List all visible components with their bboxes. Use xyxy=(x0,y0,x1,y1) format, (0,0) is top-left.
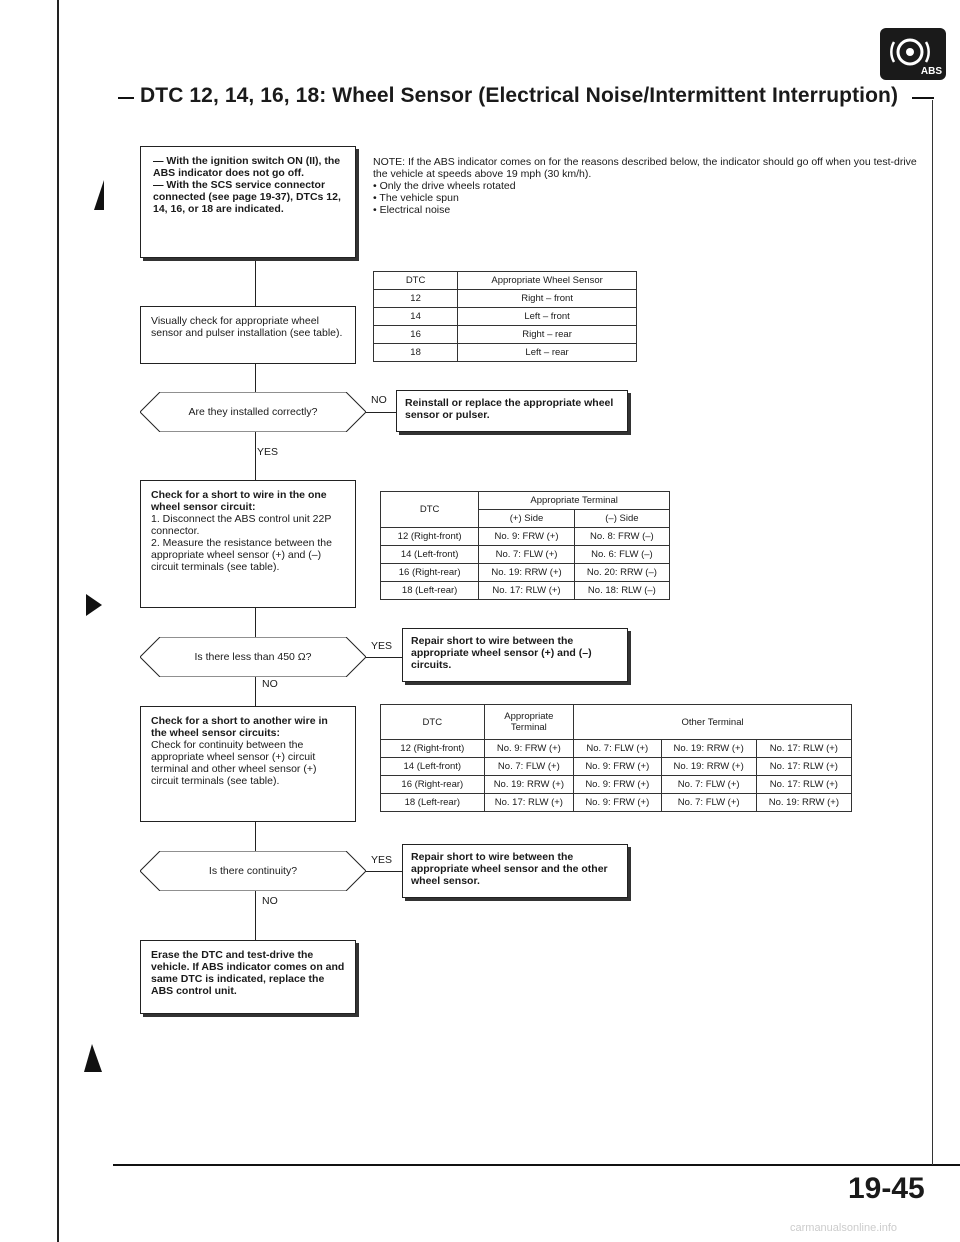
step-item: 1. Disconnect the ABS control unit 22P connector. xyxy=(151,513,332,537)
table-cell: No. 19: RRW (+) xyxy=(484,776,573,794)
right-rule xyxy=(932,100,933,1165)
note-text: NOTE: If the ABS indicator comes on for the reasons described below, the indicator should go off when you test-drive the vehicle at speeds above 19 mph (30 km/h). xyxy=(373,156,917,180)
step-visual-check: Visually check for appropriate wheel sensor and pulser installation (see table). xyxy=(140,306,356,364)
table-header: DTC xyxy=(381,492,479,528)
table-header: Other Terminal xyxy=(574,705,852,740)
table-cell: 18 (Left-rear) xyxy=(381,794,485,812)
table-header: Appropriate Terminal xyxy=(479,492,670,510)
table-cell: No. 17: RLW (+) xyxy=(756,740,851,758)
question-installed-correctly: Are they installed correctly? xyxy=(188,406,318,418)
page-title: DTC 12, 14, 16, 18: Wheel Sensor (Electrical Noise/Intermittent Interruption) xyxy=(140,84,899,107)
title-rule-right xyxy=(912,97,934,99)
table-header: (–) Side xyxy=(574,510,669,528)
action-repair-short-circuits: Repair short to wire between the appropriate wheel sensor (+) and (–) circuits. xyxy=(402,628,628,682)
table-header: Appropriate Terminal xyxy=(484,705,573,740)
table-cell: No. 19: RRW (+) xyxy=(756,794,851,812)
wheel-sensor-table xyxy=(373,271,637,362)
table-cell: No. 19: RRW (+) xyxy=(479,564,575,582)
table-cell: 16 (Right-rear) xyxy=(381,776,485,794)
table-cell: No. 18: RLW (–) xyxy=(574,582,669,600)
table-row xyxy=(381,794,852,812)
action-repair-short-other: Repair short to wire between the appropriate wheel sensor and the other wheel sensor. xyxy=(402,844,628,898)
table-header: DTC xyxy=(374,272,458,290)
table-cell: No. 7: FLW (+) xyxy=(479,546,575,564)
question-less-than-450: Is there less than 450 Ω? xyxy=(194,651,312,663)
arrow-marker-icon xyxy=(84,1044,114,1078)
table-header: (+) Side xyxy=(479,510,575,528)
table-cell: No. 17: RLW (+) xyxy=(479,582,575,600)
abs-badge xyxy=(880,28,946,80)
note-list xyxy=(373,180,918,216)
table-row xyxy=(374,326,637,344)
table-cell: No. 9: FRW (+) xyxy=(479,528,575,546)
arrow-marker-icon xyxy=(84,590,114,620)
table-row xyxy=(374,308,637,326)
left-margin-line xyxy=(57,0,59,1242)
yes-label: YES xyxy=(371,854,393,866)
step-title: Check for a short to another wire in the wheel sensor circuits: xyxy=(151,715,328,739)
table-row xyxy=(381,740,852,758)
table-cell: No. 9: FRW (+) xyxy=(574,776,661,794)
note-bullet: • The vehicle spun xyxy=(373,192,918,204)
note-bullet: • Electrical noise xyxy=(373,204,918,216)
note xyxy=(373,156,918,216)
table-cell: 16 xyxy=(374,326,458,344)
table-cell: No. 7: FLW (+) xyxy=(574,740,661,758)
connector-no xyxy=(366,412,396,413)
step-title: Check for a short to wire in the one wheel sensor circuit: xyxy=(151,489,327,513)
yes-label: YES xyxy=(371,640,393,652)
table-cell: No. 17: RLW (+) xyxy=(484,794,573,812)
note-bullet: • Only the drive wheels rotated xyxy=(373,180,918,192)
table-row xyxy=(381,564,670,582)
action-reinstall: Reinstall or replace the appropriate wheel sensor or pulser. xyxy=(396,390,628,432)
end-action-box: Erase the DTC and test-drive the vehicle. If ABS indicator comes on and same DTC is indicated, replace the ABS control unit. xyxy=(140,940,356,1014)
table-cell: No. 7: FLW (+) xyxy=(484,758,573,776)
connector-yes xyxy=(366,871,402,872)
table-row xyxy=(381,758,852,776)
table-cell: No. 7: FLW (+) xyxy=(661,794,756,812)
step-text: Check for continuity between the appropriate wheel sensor (+) circuit terminal and other wheel sensor (+) circuit terminals (see table). xyxy=(151,739,317,787)
table-row xyxy=(381,546,670,564)
table-row xyxy=(381,582,670,600)
table-cell: 12 xyxy=(374,290,458,308)
table-cell: 16 (Right-rear) xyxy=(381,564,479,582)
step-check-short-one xyxy=(140,480,356,608)
table-cell: No. 19: RRW (+) xyxy=(661,758,756,776)
table-cell: No. 8: FRW (–) xyxy=(574,528,669,546)
table-cell: 14 (Left-front) xyxy=(381,546,479,564)
question-continuity: Is there continuity? xyxy=(208,865,298,877)
table-row xyxy=(381,528,670,546)
table-cell: No. 17: RLW (+) xyxy=(756,776,851,794)
table-row xyxy=(374,290,637,308)
table-row xyxy=(374,344,637,362)
table-cell: No. 6: FLW (–) xyxy=(574,546,669,564)
yes-label: YES xyxy=(257,446,279,458)
table-cell: 12 (Right-front) xyxy=(381,740,485,758)
table-cell: Left – rear xyxy=(458,344,637,362)
table-cell: No. 19: RRW (+) xyxy=(661,740,756,758)
table-cell: No. 7: FLW (+) xyxy=(661,776,756,794)
step-item: 2. Measure the resistance between the appropriate wheel sensor (+) and (–) circuit terminals (see table). xyxy=(151,537,332,573)
table-cell: 14 xyxy=(374,308,458,326)
abs-badge-label: ABS xyxy=(920,66,942,77)
bottom-rule xyxy=(113,1164,960,1166)
other-terminal-table xyxy=(380,704,852,812)
table-cell: 18 (Left-rear) xyxy=(381,582,479,600)
table-cell: Right – rear xyxy=(458,326,637,344)
step-check-short-another xyxy=(140,706,356,822)
table-cell: Right – front xyxy=(458,290,637,308)
table-cell: 18 xyxy=(374,344,458,362)
watermark: carmanualsonline.info xyxy=(790,1222,898,1234)
table-cell: No. 9: FRW (+) xyxy=(484,740,573,758)
start-condition-box: — With the ignition switch ON (II), the ABS indicator does not go off. — With the SCS service connector connected (see page 19-37), DTCs 12, 14, 16, or 18 are indicated. xyxy=(140,146,356,258)
table-cell: Left – front xyxy=(458,308,637,326)
appropriate-terminal-table xyxy=(380,491,670,600)
table-cell: 14 (Left-front) xyxy=(381,758,485,776)
table-cell: No. 17: RLW (+) xyxy=(756,758,851,776)
no-label: NO xyxy=(371,394,387,406)
table-row xyxy=(381,776,852,794)
no-label: NO xyxy=(262,895,278,907)
page-number: 19-45 xyxy=(848,1172,925,1205)
table-cell: No. 9: FRW (+) xyxy=(574,794,661,812)
table-header: DTC xyxy=(381,705,485,740)
table-header: Appropriate Wheel Sensor xyxy=(458,272,637,290)
title-rule-left xyxy=(118,97,134,99)
no-label: NO xyxy=(262,678,278,690)
table-cell: 12 (Right-front) xyxy=(381,528,479,546)
table-cell: No. 20: RRW (–) xyxy=(574,564,669,582)
table-cell: No. 9: FRW (+) xyxy=(574,758,661,776)
arrow-marker-icon xyxy=(88,180,108,220)
connector-yes xyxy=(366,657,402,658)
